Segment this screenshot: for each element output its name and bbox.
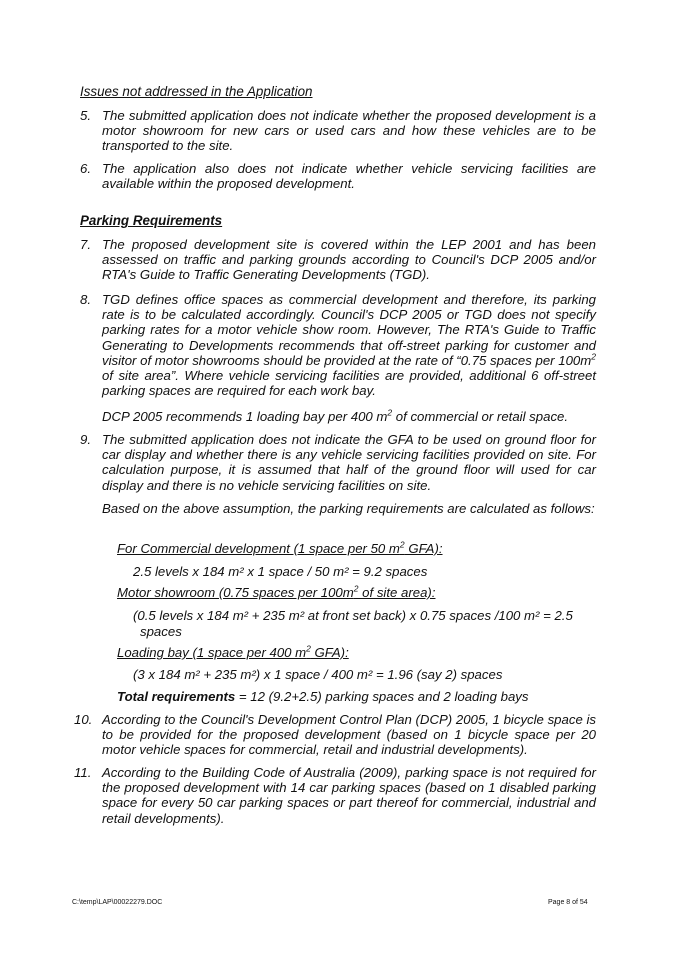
item-text: According to the Building Code of Australia (2009), parking space is not required for the proposed development with 14 car parking spaces (based on 1 disabled parking space for every 50 car parking spaces or part thereof for commercial, industrial and retail developments). — [102, 765, 596, 826]
item-8-text-a: TGD defines office spaces as commercial development and therefore, its parking rate is to be calculated accordingly. Council's DCP 2005 or TGD does not specify parking rates for a motor vehicle show room. However, The RTA's Guide to Traffic Generating to Developments recommends that off-street parking for customer and visitor of motor showrooms should be provided at the rate of “0.75 spaces per 100m — [102, 292, 596, 368]
commercial-calculation: 2.5 levels x 184 m² x 1 space / 50 m² = 9.2 spaces — [133, 564, 428, 579]
item-11 — [74, 765, 596, 826]
item-number: 8. — [80, 292, 91, 307]
loading-heading-end: GFA): — [310, 645, 349, 660]
superscript: 2 — [591, 351, 596, 362]
item-9 — [80, 432, 596, 493]
showroom-calculation: (0.5 levels x 184 m² + 235 m² at front set back) x 0.75 spaces /100 m² = 2.5 — [133, 608, 573, 623]
item-8 — [80, 292, 596, 398]
parking-heading: Parking Requirements — [80, 213, 223, 228]
showroom-heading-end: of site area): — [358, 585, 436, 600]
showroom-calculation-cont: spaces — [140, 624, 182, 639]
superscript: 2 — [353, 583, 359, 594]
dcp-loading-note — [102, 409, 596, 424]
footer-page-number: Page 8 of 54 — [548, 899, 588, 906]
superscript: 2 — [306, 643, 311, 654]
assumption-paragraph: Based on the above assumption, the parking requirements are calculated as follows: — [102, 501, 595, 516]
item-text: The application also does not indicate whether vehicle servicing facilities are available within the proposed development. — [102, 161, 596, 192]
loading-calculation: (3 x 184 m² + 235 m²) x 1 space / 400 m² = 1.96 (say 2) spaces — [133, 667, 503, 682]
item-number: 7. — [80, 237, 91, 252]
item-text — [102, 292, 596, 398]
total-requirements — [117, 689, 529, 704]
item-text: The submitted application does not indicate the GFA to be used on ground floor for car display and whether there is any vehicle servicing facilities provided on site. For calculation purpose, it is assumed that half of the ground floor will used for car display and there is no vehicle servicing facilities on site. — [102, 432, 596, 493]
item-number: 10. — [74, 712, 93, 727]
item-5 — [80, 108, 596, 154]
loading-heading-text: Loading bay (1 space per 400 m — [117, 645, 307, 660]
superscript: 2 — [399, 539, 405, 550]
item-text: The proposed development site is covered within the LEP 2001 and has been assessed on traffic and parking grounds according to Council's DCP 2005 and/or RTA's Guide to Traffic Generating Developments (TGD). — [102, 237, 596, 283]
commercial-heading-end: GFA): — [404, 541, 443, 556]
item-7 — [80, 237, 596, 283]
dcp-text-a: DCP 2005 recommends 1 loading bay per 400 m — [102, 409, 388, 424]
total-text: = 12 (9.2+2.5) parking spaces and 2 loading bays — [235, 689, 529, 704]
item-number: 11. — [74, 765, 92, 780]
item-6 — [80, 161, 596, 191]
showroom-heading-text: Motor showroom (0.75 spaces per 100m — [117, 585, 354, 600]
item-text: The submitted application does not indicate whether the proposed development is a motor showroom for new cars or used cars and how these vehicles are to be transported to the site. — [102, 108, 596, 154]
dcp-text-b: of commercial or retail space. — [392, 409, 569, 424]
footer-file-path: C:\temp\LAP\00022279.DOC — [72, 899, 163, 906]
item-10 — [74, 712, 596, 758]
commercial-heading — [117, 541, 443, 556]
showroom-heading — [117, 585, 435, 600]
item-number: 6. — [80, 161, 91, 176]
superscript: 2 — [387, 407, 393, 418]
item-number: 5. — [80, 108, 91, 123]
item-number: 9. — [80, 432, 91, 447]
loading-heading — [117, 645, 349, 660]
item-text: According to the Council's Development Control Plan (DCP) 2005, 1 bicycle space is to be provided for the proposed development (based on 1 bicycle space per 20 motor vehicle spaces for commercial, retail and industrial developments). — [102, 712, 596, 758]
issues-heading: Issues not addressed in the Application — [80, 84, 313, 99]
commercial-heading-text: For Commercial development (1 space per 50 m — [117, 541, 400, 556]
item-8-text-b: of site area”. Where vehicle servicing facilities are provided, additional 6 off-street parking spaces are required for each work bay. — [102, 368, 596, 399]
total-label: Total requirements — [117, 689, 236, 704]
